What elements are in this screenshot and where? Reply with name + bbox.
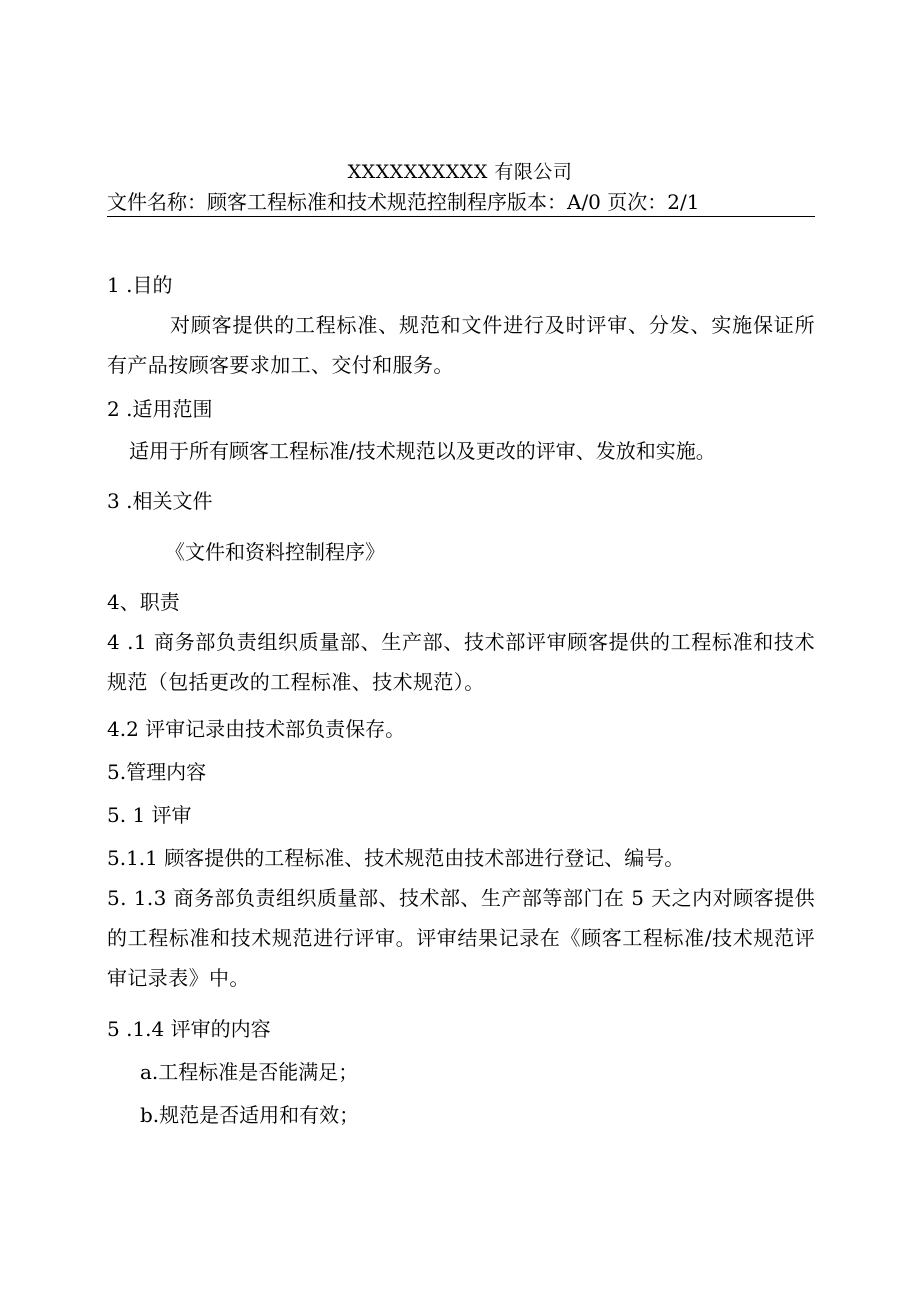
section-5-1-1: 5.1.1 顾客提供的工程标准、技术规范由技术部进行登记、编号。 — [107, 846, 685, 870]
section-4-2: 4.2 评审记录由技术部负责保存。 — [107, 717, 406, 741]
section-5-1-4: 5 .1.4 评审的内容 — [107, 1017, 271, 1041]
company-name: XXXXXXXXXX 有限公司 — [347, 161, 573, 183]
list-item-b: b.规范是否适用和有效； — [140, 1103, 360, 1127]
section-4-title: 4、职责 — [107, 590, 180, 614]
section-3-title: 3 .相关文件 — [107, 489, 213, 513]
section-1-body: 对顾客提供的工程标准、规范和文件进行及时评审、分发、实施保证所有产品按顾客要求加工、交付和服务。 — [107, 313, 815, 377]
section-5-1-3: 5. 1.3 商务部负责组织质量部、技术部、生产部等部门在 5 天之内对顾客提供的工程标准和技术规范进行评审。评审结果记录在《顾客工程标准/技术规范评审记录表》中。 — [107, 886, 815, 990]
section-1-title: 1 .目的 — [107, 273, 173, 297]
section-5-1: 5. 1 评审 — [107, 803, 192, 827]
section-2-title: 2 .适用范围 — [107, 397, 213, 421]
section-3-body: 《文件和资料控制程序》 — [165, 540, 385, 564]
section-2-body: 适用于所有顾客工程标准/技术规范以及更改的评审、发放和实施。 — [129, 439, 716, 463]
list-item-a: a.工程标准是否能满足； — [140, 1060, 359, 1084]
section-5-title: 5.管理内容 — [107, 760, 207, 784]
section-4-1: 4 .1 商务部负责组织质量部、生产部、技术部评审顾客提供的工程标准和技术规范（包括更改的工程标准、技术规范）。 — [107, 630, 815, 694]
document-header-line: 文件名称：顾客工程标准和技术规范控制程序版本：A/0 页次：2/1 — [107, 189, 815, 217]
